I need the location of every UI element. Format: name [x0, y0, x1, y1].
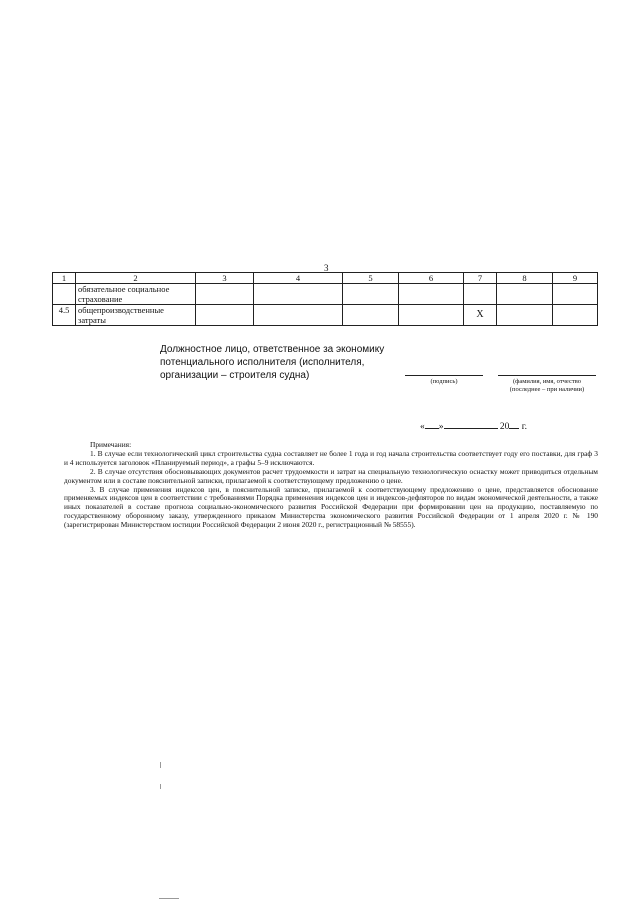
table-cell: [553, 284, 598, 305]
official-line: потенциального исполнителя (исполнителя,: [160, 357, 365, 368]
month-blank: [444, 418, 498, 429]
x-mark-cell: X: [464, 305, 497, 326]
table-header-row: [53, 273, 598, 284]
year-blank: [509, 418, 519, 429]
signature-caption: (подпись): [430, 378, 458, 385]
date-quote-close: »: [438, 422, 444, 432]
column-header: 6: [399, 273, 464, 284]
cost-table: [52, 272, 598, 326]
table-cell: [399, 284, 464, 305]
day-blank: [425, 418, 439, 429]
official-line: организации – строителя судна): [160, 370, 310, 381]
name-caption-line: (последнее – при наличии): [509, 386, 585, 393]
year-prefix: 20: [499, 422, 510, 432]
scan-speck: [159, 898, 179, 899]
table-row: [53, 284, 598, 305]
note-item: 2. В случае отсутствия обосновывающих документов расчет трудоемкости и затрат на специальную технологическую оснастку может приводиться отдельным документом или в составе пояснительной записки, прилагаемой к соответствующему предложению о цене.: [64, 466, 598, 485]
date-quote-open: «: [420, 422, 425, 432]
row-number: 4.5: [53, 305, 76, 326]
scan-speck: [160, 762, 161, 768]
name-caption: [496, 378, 598, 394]
table-cell: [343, 305, 399, 326]
column-header: 8: [497, 273, 553, 284]
column-header: 7: [464, 273, 497, 284]
table-cell: [196, 284, 254, 305]
table-cell: [464, 284, 497, 305]
name-caption-line: (фамилия, имя, отчество: [513, 378, 581, 385]
column-header: 1: [53, 273, 76, 284]
official-line: Должностное лицо, ответственное за экономику: [160, 344, 385, 355]
column-header: 2: [76, 273, 196, 284]
column-header: 3: [196, 273, 254, 284]
row-name: обязательное социальное страхование: [76, 284, 196, 305]
column-header: 9: [553, 273, 598, 284]
notes-section: [64, 441, 598, 530]
column-header: 4: [254, 273, 343, 284]
table-cell: [497, 305, 553, 326]
notes-title: Примечания:: [90, 440, 132, 449]
table-cell: [254, 284, 343, 305]
table-row: [53, 305, 598, 326]
table-cell: [399, 305, 464, 326]
row-name: общепроизводственные затраты: [76, 305, 196, 326]
note-item: 3. В случае применения индексов цен, в пояснительной записке, прилагаемой к соответствующему предложению о цене, представляется обоснование применяемых индексов цен в соответствии с требованиями Порядка применения индексов цен и индексов-дефляторов по видам экономической деятельности, а также иных показателей в составе прогноза социально-экономического развития Российской Федерации при формировании цен на продукцию, поставляемую по государственному оборонному заказу, утвержденного приказом Министерства экономического развития Российской Федерации от 1 апреля 2020 г. № 190 (зарегистрирован Министерством юстиции Российской Федерации 2 июня 2020 г., регистрационный № 58555).: [64, 484, 598, 530]
scan-speck: [160, 784, 161, 789]
table-cell: [196, 305, 254, 326]
year-suffix: г.: [521, 422, 527, 432]
date-line: [420, 418, 527, 432]
official-title: [160, 343, 390, 382]
table-cell: [497, 284, 553, 305]
note-item: 1. В случае если технологический цикл строительства судна составляет не более 1 года и год начала строительства соответствует году его поставки, для граф 3 и 4 используется заголовок «Планируемый период», а графы 5–9 исключаются.: [64, 448, 598, 467]
row-number: [53, 284, 76, 305]
name-line: [498, 375, 596, 376]
signature-line: [405, 375, 483, 376]
page-number: 3: [324, 263, 329, 273]
table-cell: [553, 305, 598, 326]
column-header: 5: [343, 273, 399, 284]
table-cell: [343, 284, 399, 305]
table-cell: [254, 305, 343, 326]
